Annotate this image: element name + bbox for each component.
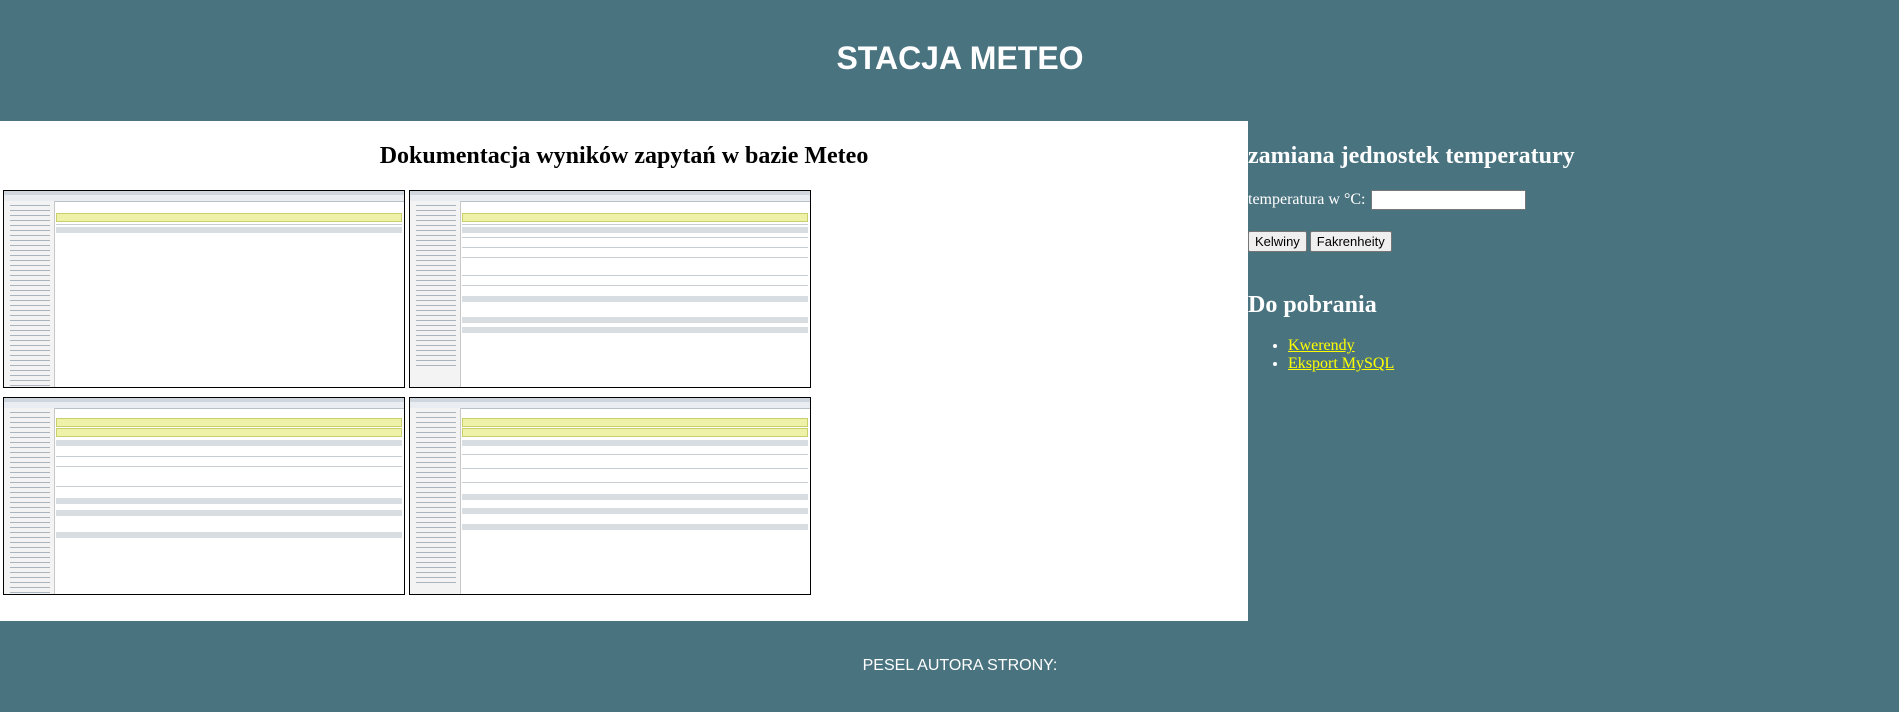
query-screenshot-1 (3, 190, 405, 388)
page-footer (0, 621, 1899, 712)
converter-title: zamiana jednostek temperatury (1248, 143, 1575, 169)
mysql-export-link[interactable]: Eksport MySQL (1288, 355, 1395, 372)
list-item (1288, 355, 1394, 373)
page-header (0, 0, 1899, 121)
temperature-label: temperatura w °C: (1248, 191, 1366, 208)
section-title: Dokumentacja wyników zapytań w bazie Meteo (379, 143, 869, 169)
footer-text: PESEL AUTORA STRONY: (862, 657, 1058, 674)
query-screenshot-2 (409, 190, 811, 388)
main-content (0, 121, 1248, 621)
list-item (1288, 337, 1394, 355)
page-title: STACJA METEO (836, 40, 1084, 76)
queries-link[interactable]: Kwerendy (1288, 337, 1355, 354)
fahrenheit-button[interactable]: Fakrenheity (1310, 231, 1392, 252)
temperature-input[interactable] (1371, 190, 1526, 210)
downloads-title: Do pobrania (1248, 292, 1377, 318)
downloads-list (1288, 337, 1394, 373)
query-screenshot-3 (3, 397, 405, 595)
temperature-row (1248, 190, 1526, 210)
query-screenshot-4 (409, 397, 811, 595)
kelvin-button[interactable]: Kelwiny (1248, 231, 1307, 252)
converter-buttons (1248, 231, 1395, 252)
